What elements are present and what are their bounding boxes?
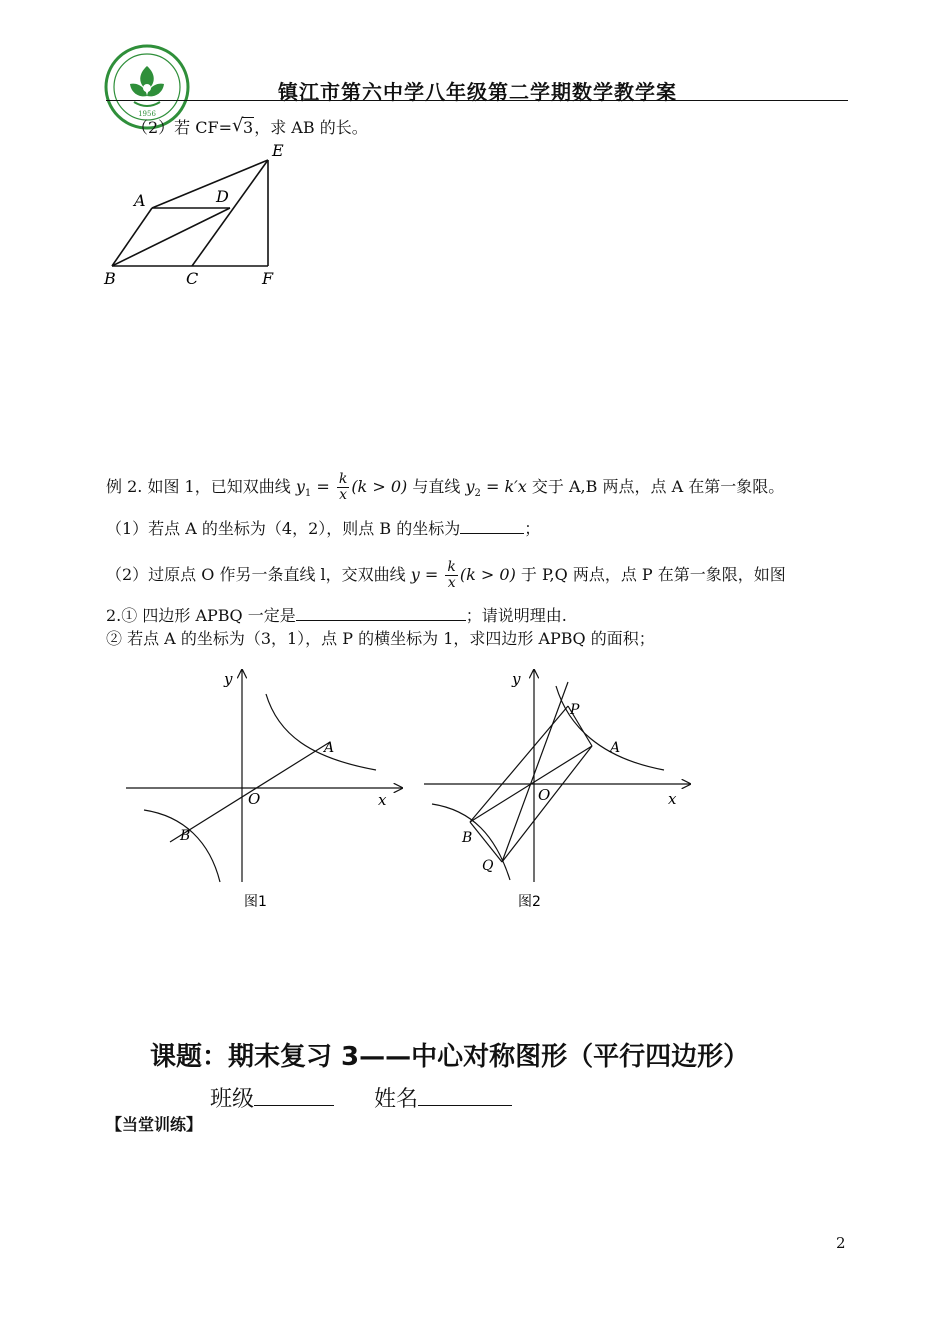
fig2-P-label: P [570, 702, 580, 718]
figure-1 [120, 662, 410, 912]
label-E: E [272, 141, 284, 160]
fig2-origin-label: O [538, 786, 551, 804]
fig2-A-label: A [610, 740, 621, 756]
name-label: 姓名 [374, 1087, 419, 1112]
label-C: C [186, 269, 199, 288]
label-A: A [134, 191, 146, 210]
label-D: D [216, 187, 229, 206]
answer-blank-quadrilateral[interactable] [296, 604, 466, 621]
header-title: 镇江市第六中学八年级第二学期数学教学案 [278, 80, 677, 104]
figure-2 [420, 662, 700, 912]
label-F: F [262, 269, 274, 288]
class-label: 班级 [210, 1087, 255, 1112]
fig1-origin-label: O [248, 790, 261, 808]
fig2-caption: 图2 [518, 894, 541, 910]
example2-q1: （1）若点 A 的坐标为（4，2），则点 B 的坐标为 ； [106, 519, 541, 538]
fig1-x-label: x [378, 791, 387, 809]
header-rule [106, 100, 848, 101]
fig1-caption: 图1 [244, 894, 267, 910]
page-number: 2 [836, 1234, 846, 1252]
fraction-k-over-x-2: $\frac{k}{x}$ [447, 559, 456, 591]
answer-blank-b[interactable] [460, 517, 524, 534]
class-field[interactable] [254, 1085, 334, 1106]
class-name-line [210, 1082, 512, 1113]
part2-suffix: ，求 AB 的长。 [254, 118, 368, 137]
fig1-y-label: y [224, 670, 233, 688]
lesson-title: 课题：期末复习 3——中心对称图形（平行四边形） [150, 1042, 750, 1072]
part2-question [132, 115, 368, 138]
fig1-A-label: A [324, 740, 335, 756]
example2-q2: （2）过原点 O 作另一条直线 l，交双曲线 y = $\frac{k}{x}$ (k > 0) 于 P,Q 两点，点 P 在第一象限，如图 [106, 559, 786, 591]
label-B: B [104, 269, 116, 288]
logo-year: 1956 [138, 110, 156, 118]
example2-q2-part1: 2.① 四边形 APBQ 一定是 ；请说明理由. [106, 606, 567, 625]
example2-q2-part2: ② 若点 A 的坐标为（3，1），点 P 的横坐标为 1，求四边形 APBQ 的面积； [106, 629, 655, 648]
name-field[interactable] [418, 1085, 512, 1106]
sqrt-expression: √ 3 [232, 115, 254, 137]
fraction-k-over-x: $\frac{k}{x}$ [338, 471, 348, 503]
fig2-B-label: B [462, 830, 473, 846]
section-heading: 【当堂训练】 [106, 1115, 203, 1134]
part2-prefix: （2）若 CF= [132, 118, 233, 137]
example2-line1: 例 2. 如图 1，已知双曲线 $y_1$ = $\frac{k}{x}$ (k > 0) 与直线 $y_2 = k'x$ 交于 A,B 两点，点 A 在第一象限。 [106, 471, 785, 503]
fig2-Q-label: Q [482, 858, 494, 874]
parallelogram-figure [96, 138, 296, 288]
fig1-B-label: B [180, 828, 191, 844]
fig2-x-label: x [668, 790, 677, 808]
fig2-y-label: y [512, 670, 521, 688]
